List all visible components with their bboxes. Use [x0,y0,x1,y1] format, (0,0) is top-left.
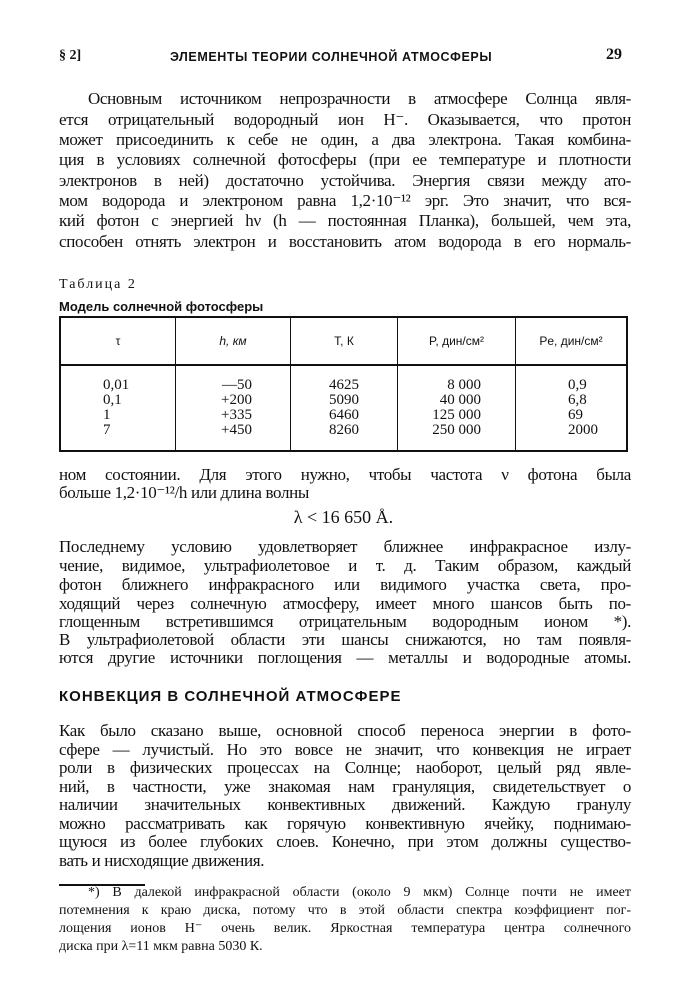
col-header-pressure: P, дин/см² [398,317,516,365]
text-line: больше 1,2·10⁻¹²/h или длина волны [59,483,309,502]
text-line: ном состоянии. Для этого нужно, чтобы частота ν фотона была [59,465,631,484]
text-line: сфере — лучистый. Но это вовсе не значит, что конвекция не играет [59,740,631,759]
table-cell: 2000 [568,422,598,438]
footnote-line: *) В далекой инфракрасной области (около 9 мкм) Солнце почти не имеет [88,885,631,900]
footnote-line: потемнения к краю диска, потому что в этой области спектра коэффициент пог- [59,903,631,918]
table-cell: 8260 [329,422,359,438]
footnote-line: диска при λ=11 мкм равна 5030 К. [59,939,263,954]
col-header-tau: τ [60,317,176,365]
text-line: вать и нисходящие движения. [59,851,265,870]
text-line: наличии значительных конвективных движений. Каждую гранулу [59,795,631,814]
table-cell: 6460 [329,407,359,423]
text-line: щуюся из более глубоких слоев. Конечно, при этом должны существо- [59,832,631,851]
photosphere-model-table [59,316,628,452]
table-cell: —50 [222,377,252,393]
text-line: ются другие источники поглощения — металлы и водородные атомы. [59,648,631,667]
text-line: ходящий через солнечную атмосферу, имеет много шансов быть по- [59,594,631,613]
text-line: Как было сказано выше, основной способ переноса энергии в фото- [59,721,631,740]
page-number: 29 [606,46,622,63]
text-line: может присоединить к себе не один, а два электрона. Такая комбина- [59,130,631,149]
text-line: ция в условиях солнечной фотосферы (при ее температуре и плотности [59,150,631,169]
text-line: можно рассматривать как горячую конвективную ячейку, поднимаю- [59,814,631,833]
col-header-temperature: T, К [291,317,398,365]
table-cell: 6,8 [568,392,587,408]
table-cell: 0,9 [568,377,587,393]
text-line: В ультрафиолетовой области эти шансы снижаются, но там появля- [59,630,631,649]
text-line: Последнему условию удовлетворяет ближнее инфракрасное излу- [59,537,631,556]
formula: λ < 16 650 Å. [293,507,394,527]
section-number: § 2] [59,48,82,63]
running-title: ЭЛЕМЕНТЫ ТЕОРИИ СОЛНЕЧНОЙ АТМОСФЕРЫ [170,50,493,64]
table-cell: 1 [103,407,111,423]
table-cell: 0,01 [103,377,130,393]
table-body [60,365,627,451]
table-cell: 8 000 [447,377,481,393]
text-line: ний, в частности, уже знакомая нам грануляция, свидетельствует о [59,777,631,796]
table-cell: 250 000 [432,422,481,438]
table-cell: 69 [568,407,583,423]
text-line: фотон ближнего инфракрасного или видимого участка света, про- [59,575,631,594]
table-cell: +450 [221,422,252,438]
table-cell: 125 000 [432,407,481,423]
table-title: Модель солнечной фотосферы [59,299,264,314]
table-cell: 5090 [329,392,359,408]
text-line: способен отнять электрон и восстановить атом водорода в его нормаль- [59,232,631,251]
section-heading: КОНВЕКЦИЯ В СОЛНЕЧНОЙ АТМОСФЕРЕ [59,688,402,705]
table-cell: 7 [103,422,111,438]
footnote-line: лощения ионов H⁻ очень велик. Яркостная температура центра солнечного [59,921,631,936]
text-line: роли в физических процессах на Солнце; наоборот, целый ряд явле- [59,758,631,777]
text-line: кий фотон с энергией hν (h — постоянная Планка), большей, чем эта, [59,211,631,230]
table-cell: 0,1 [103,392,122,408]
table-cell: +335 [221,407,252,423]
text-line: Основным источником непрозрачности в атмосфере Солнца явля- [88,89,631,108]
text-line: глощенным встретившимся отрицательным водородным ионом *). [59,612,631,631]
text-line: электронов в ней) достаточно устойчива. Энергия связи между ато- [59,171,631,190]
table-caption: Таблица 2 [59,277,137,292]
table-cell: 4625 [329,377,359,393]
table-cell: 40 000 [439,392,481,408]
text-line: мом водорода и электроном равна 1,2·10⁻¹² эрг. Это значит, что вся- [59,191,631,210]
col-header-height: h, км [176,317,291,365]
table-cell: +200 [221,392,252,408]
col-header-electron-pressure: Pe, дин/см² [516,317,628,365]
text-line: чение, видимое, ультрафиолетовое и т. д. Таким образом, каждый [59,556,631,575]
text-line: ется отрицательный водородный ион H⁻. Оказывается, что протон [59,110,631,129]
